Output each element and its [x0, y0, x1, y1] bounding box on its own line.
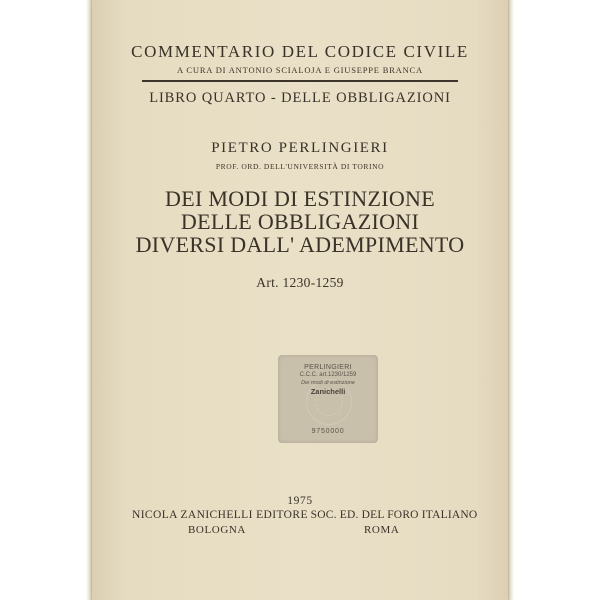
series-title: COMMENTARIO DEL CODICE CIVILE — [131, 42, 469, 61]
work-title — [92, 187, 508, 256]
publisher-left: NICOLA ZANICHELLI EDITORE — [132, 509, 308, 521]
header-rule — [142, 80, 458, 82]
library-stamp — [278, 355, 378, 443]
articles-range: Art. 1230-1259 — [256, 275, 344, 290]
city-right: ROMA — [364, 524, 400, 536]
work-title-line-2: DELLE OBBLIGAZIONI — [180, 209, 420, 234]
series-editors: A CURA DI ANTONIO SCIALOJA E GIUSEPPE BRANCA — [177, 65, 423, 75]
author-affiliation: PROF. ORD. DELL'UNIVERSITÀ DI TORINO — [215, 162, 385, 171]
work-title-line-3: DIVERSI DALL' ADEMPIMENTO — [135, 232, 465, 257]
stamp-line-4: Zanichelli — [310, 387, 346, 396]
page-edge-right — [508, 0, 514, 600]
publication-year: 1975 — [287, 495, 313, 507]
title-page — [92, 0, 508, 600]
book-title: LIBRO QUARTO - DELLE OBBLIGAZIONI — [149, 90, 451, 106]
stamp-line-2: C.C.C. art.1230/1259 — [299, 372, 357, 378]
work-title-line-1: DEI MODI DI ESTINZIONE — [165, 186, 435, 211]
city-left: BOLOGNA — [188, 524, 246, 536]
author-name: PIETRO PERLINGIERI — [211, 140, 389, 156]
publisher-right: SOC. ED. DEL FORO ITALIANO — [310, 509, 478, 521]
stamp-line-3: Dei modi di estinzione — [301, 380, 355, 386]
stamp-line-1: PERLINGIERI — [304, 364, 352, 371]
stamp-line-5: 9750000 — [311, 428, 345, 435]
